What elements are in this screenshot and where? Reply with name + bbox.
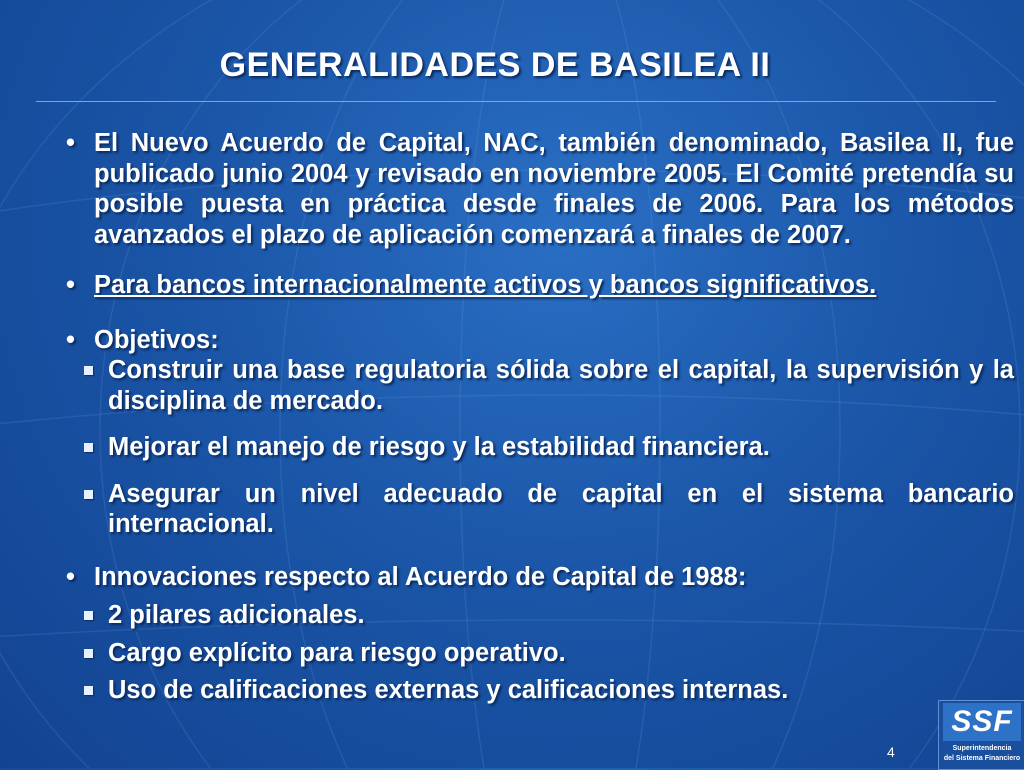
bullet-dot-icon: • xyxy=(66,325,75,354)
bullet-text: Innovaciones respecto al Acuerdo de Capital de 1988: xyxy=(94,562,747,591)
slide-content xyxy=(64,128,1014,706)
bullet-nac xyxy=(64,128,1014,250)
logo-line-1: Superintendencia xyxy=(952,745,1012,752)
bullet-dot-icon: • xyxy=(66,562,75,591)
square-bullet-icon xyxy=(84,443,93,452)
sub-bullet-text: Asegurar un nivel adecuado de capital en el sistema bancario internacional. xyxy=(108,479,1014,538)
sub-bullet-text: Construir una base regulatoria sólida sobre el capital, la supervisión y la disciplina de mercado. xyxy=(108,356,1014,415)
sub-bullet-innovation xyxy=(34,600,1014,631)
square-bullet-icon xyxy=(84,686,93,695)
sub-bullet-text: 2 pilares adicionales. xyxy=(108,601,365,629)
page-number: 4 xyxy=(887,744,895,760)
square-bullet-icon xyxy=(84,366,93,375)
sub-bullet-text: Cargo explícito para riesgo operativo. xyxy=(108,638,566,667)
bullet-text: Objetivos: xyxy=(94,325,219,354)
bullet-text: El Nuevo Acuerdo de Capital, NAC, también denominado, Basilea II, fue publicado junio 2004 y revisado en noviembre 2005. El Comité pretendía su posible puesta en práctica desde finales de 2006. Para los métodos avanzados el plazo de aplicación comenzará a finales de 2007. xyxy=(94,129,1014,249)
square-bullet-icon xyxy=(84,490,93,499)
bullet-text: Para bancos internacionalmente activos y bancos significativos. xyxy=(94,271,877,299)
bullet-innovaciones xyxy=(64,562,1014,593)
bullet-dot-icon: • xyxy=(66,271,75,299)
slide-title: GENERALIDADES DE BASILEA II xyxy=(219,46,771,84)
title-divider xyxy=(36,101,996,102)
sub-bullet-text: Uso de calificaciones externas y calificaciones internas. xyxy=(108,676,789,704)
bullet-banks xyxy=(64,270,1014,301)
sub-bullet-innovation xyxy=(34,675,1014,706)
ssf-logo xyxy=(938,700,1024,770)
sub-bullet-objective xyxy=(34,479,1014,540)
square-bullet-icon xyxy=(84,649,93,658)
sub-bullet-objective xyxy=(34,355,1014,416)
square-bullet-icon xyxy=(84,611,93,620)
bullet-dot-icon: • xyxy=(66,129,75,157)
logo-abbr: SSF xyxy=(943,703,1021,741)
sub-bullet-text: Mejorar el manejo de riesgo y la estabilidad financiera. xyxy=(108,433,770,461)
sub-bullet-objective xyxy=(34,432,1014,463)
sub-bullet-innovation xyxy=(34,638,1014,669)
bullet-objetivos xyxy=(64,325,1014,356)
logo-line-2: del Sistema Financiero xyxy=(943,755,1021,762)
